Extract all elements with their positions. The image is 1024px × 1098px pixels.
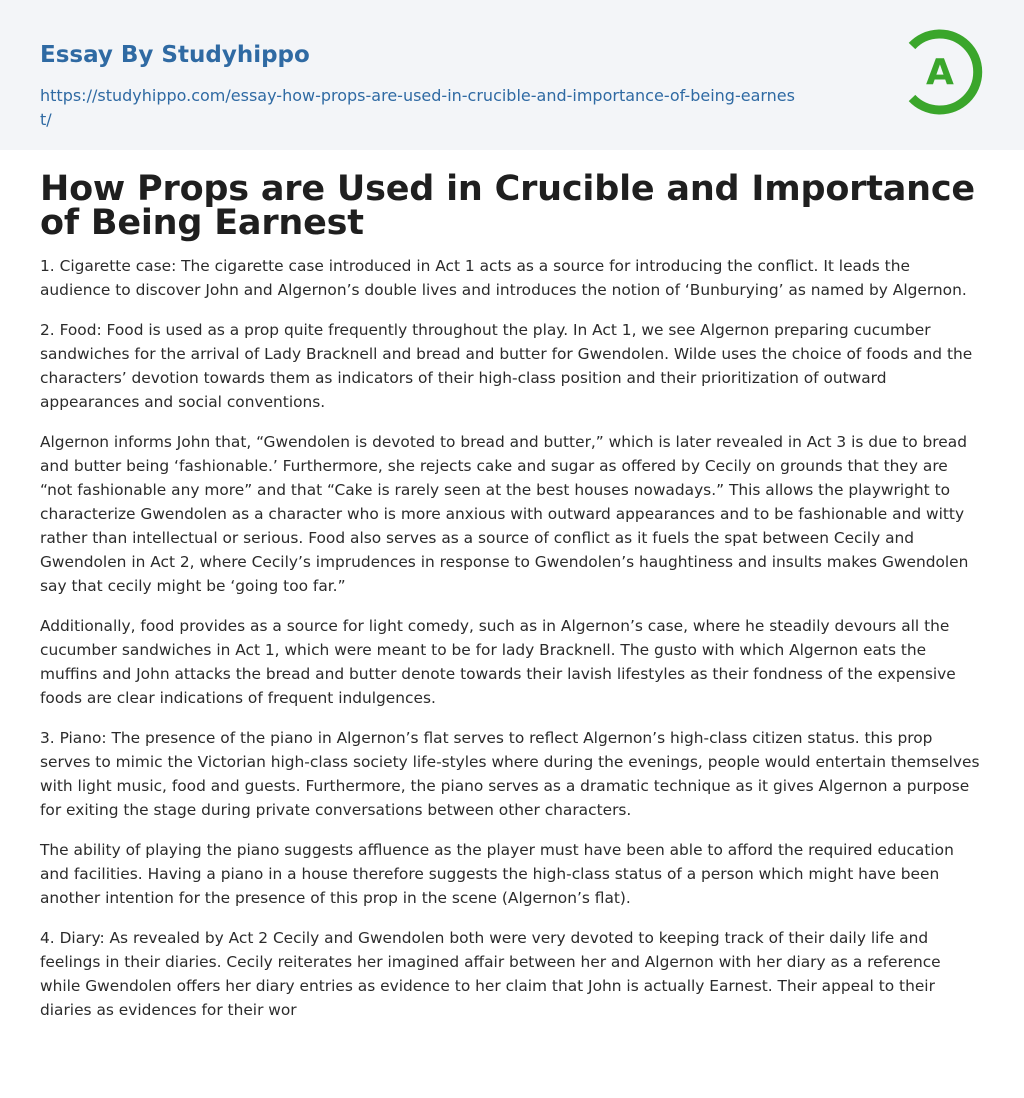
paragraph-cigarette-case: 1. Cigarette case: The cigarette case introduced in Act 1 acts as a source for introducing the conflict. It leads the audience to discover John and Algernon’s double lives and introduces the notion of ‘Bunburying’ as named by Algernon. [40,257,967,299]
article-title: How Props are Used in Crucible and Importance of Being Earnest [40,169,975,243]
studyhippo-logo-icon[interactable] [898,28,986,116]
article-body [0,169,1024,1022]
logo-letter: A [926,52,954,93]
essay-url-link[interactable]: https://studyhippo.com/essay-how-props-are-used-in-crucible-and-importance-of-being-earnest/ [40,86,795,129]
paragraph-diary: 4. Diary: As revealed by Act 2 Cecily and Gwendolen both were very devoted to keeping track of their daily life and feelings in their diaries. Cecily reiterates her imagined affair between her and Algernon with her diary as a reference while Gwendolen offers her diary entries as evidence to her claim that John is actually Earnest. Their appeal to their diaries as evidences for their wor [40,929,941,1019]
site-header [0,0,1024,150]
paragraph-gwendolen-bread-butter: Algernon informs John that, “Gwendolen is devoted to bread and butter,” which is later revealed in Act 3 is due to bread and butter being ‘fashionable.’ Furthermore, she rejects cake and sugar as offered by Cecily on grounds that they are “not fashionable any more” and that “Cake is rarely seen at the best houses nowadays.” This allows the playwright to characterize Gwendolen as a character who is more anxious with outward appearances and to be fashionable and witty rather than intellectual or serious. Food also serves as a source of conflict as it fuels the spat between Cecily and Gwendolen in Act 2, where Cecily’s imprudences in response to Gwendolen’s haughtiness and insults makes Gwendolen say that cecily might be ‘going too far.” [40,433,969,595]
paragraph-food: 2. Food: Food is used as a prop quite frequently throughout the play. In Act 1, we see Algernon preparing cucumber sandwiches for the arrival of Lady Bracknell and bread and butter for Gwendolen. Wilde uses the choice of foods and the characters’ devotion towards them as indicators of their high-class position and their prioritization of outward appearances and social conventions. [40,321,973,411]
paragraph-piano: 3. Piano: The presence of the piano in Algernon’s flat serves to reflect Algernon’s high-class citizen status. this prop serves to mimic the Victorian high-class society life-styles where during the evenings, people would entertain themselves with light music, food and guests. Furthermore, the piano serves as a dramatic technique as it gives Algernon a purpose for exiting the stage during private conversations between other characters. [40,729,980,819]
paragraph-light-comedy: Additionally, food provides as a source for light comedy, such as in Algernon’s case, where he steadily devours all the cucumber sandwiches in Act 1, which were meant to be for lady Bracknell. The gusto with which Algernon eats the muffins and John attacks the bread and butter denote towards their lavish lifestyles as their fondness of the expensive foods are clear indications of frequent indulgences. [40,617,956,707]
site-brand[interactable]: Essay By Studyhippo [40,42,310,68]
paragraph-piano-affluence: The ability of playing the piano suggests affluence as the player must have been able to afford the required education and facilities. Having a piano in a house therefore suggests the high-class status of a person which might have been another intention for the presence of this prop in the scene (Algernon’s flat). [40,841,954,907]
